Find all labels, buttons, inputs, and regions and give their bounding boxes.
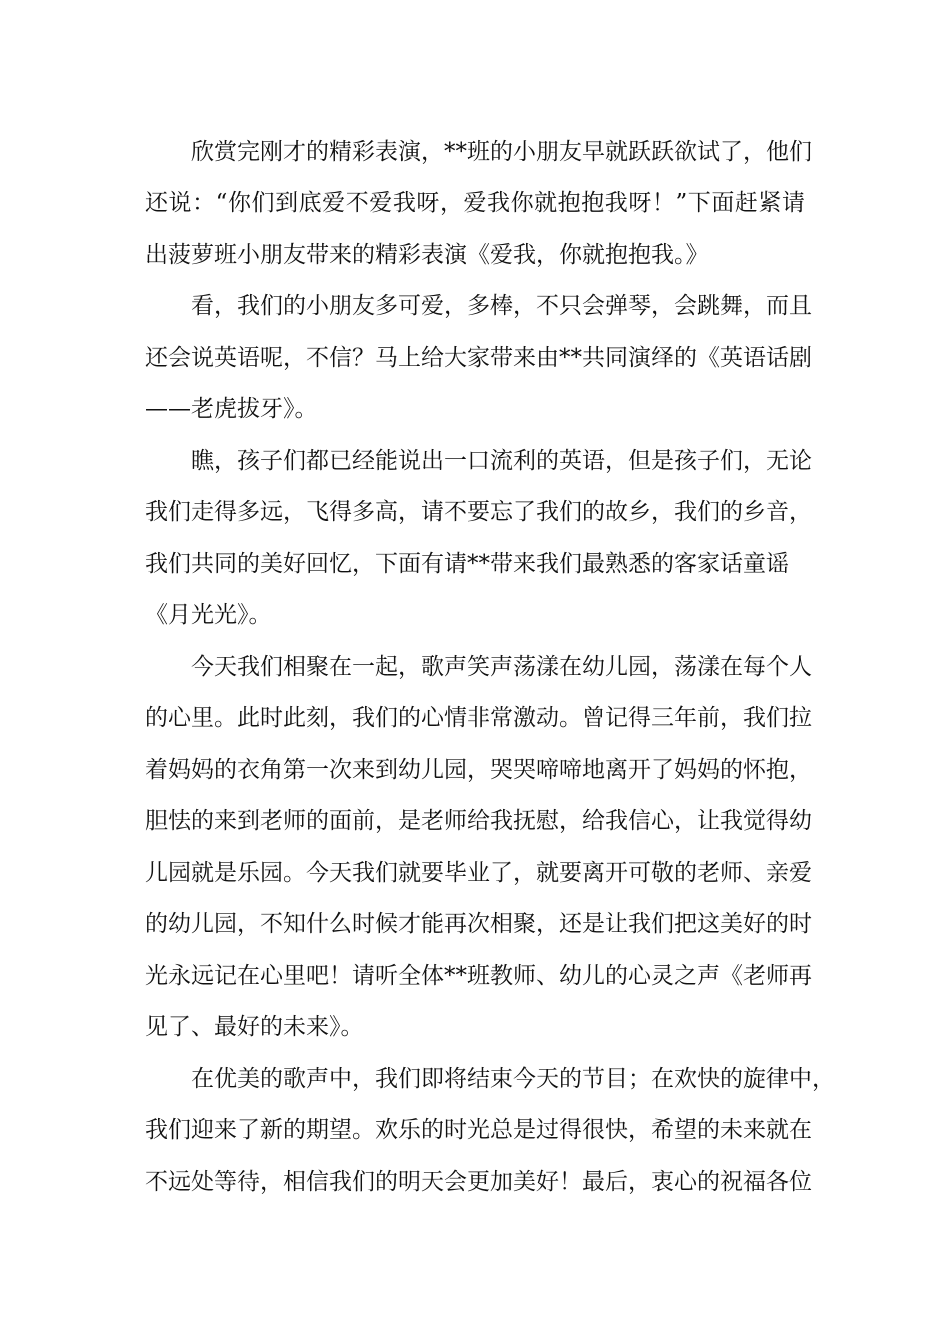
paragraph-1-line-2: 还说：“你们到底爱不爱我呀，爱我你就抱抱我呀！”下面赶紧请 [145, 190, 805, 216]
paragraph-5-line-1: 在优美的歌声中，我们即将结束今天的节目；在欢快的旋律中， [191, 1066, 835, 1092]
paragraph-4-line-8: 见了、最好的未来》。 [145, 1014, 364, 1040]
paragraph-3-line-3: 我们共同的美好回忆，下面有请**带来我们最熟悉的客家话童谣 [145, 551, 789, 577]
paragraph-3-line-1: 瞧，孩子们都已经能说出一口流利的英语，但是孩子们，无论 [191, 448, 812, 474]
paragraph-2-line-1: 看，我们的小朋友多可爱，多棒，不只会弹琴，会跳舞，而且 [191, 293, 812, 319]
paragraph-1-line-1: 欣赏完刚才的精彩表演，**班的小朋友早就跃跃欲试了，他们 [191, 139, 812, 165]
paragraph-5-line-3: 不远处等待，相信我们的明天会更加美好！最后，衷心的祝福各位 [145, 1169, 812, 1195]
paragraph-4-line-7: 光永远记在心里吧！请听全体**班教师、幼儿的心灵之声《老师再 [145, 963, 812, 989]
paragraph-5-line-2: 我们迎来了新的期望。欢乐的时光总是过得很快，希望的未来就在 [145, 1117, 812, 1143]
paragraph-2-line-3: ——老虎拔牙》。 [145, 396, 318, 422]
paragraph-3-line-2: 我们走得多远，飞得多高，请不要忘了我们的故乡，我们的乡音， [145, 499, 812, 525]
paragraph-4-line-4: 胆怯的来到老师的面前，是老师给我抚慰，给我信心，让我觉得幼 [145, 808, 812, 834]
paragraph-3-line-4: 《月光光》。 [145, 602, 272, 628]
paragraph-4-line-1: 今天我们相聚在一起，歌声笑声荡漾在幼儿园，荡漾在每个人 [191, 654, 812, 680]
paragraph-4-line-5: 儿园就是乐园。今天我们就要毕业了，就要离开可敬的老师、亲爱 [145, 860, 812, 886]
paragraph-1-line-3: 出菠萝班小朋友带来的精彩表演《爱我，你就抱抱我。》 [145, 242, 709, 268]
paragraph-4-line-3: 着妈妈的衣角第一次来到幼儿园，哭哭啼啼地离开了妈妈的怀抱， [145, 757, 812, 783]
paragraph-4-line-2: 的心里。此时此刻，我们的心情非常激动。曾记得三年前，我们拉 [145, 705, 812, 731]
paragraph-4-line-6: 的幼儿园，不知什么时候才能再次相聚，还是让我们把这美好的时 [145, 911, 812, 937]
paragraph-2-line-2: 还会说英语呢，不信？马上给大家带来由**共同演绎的《英语话剧 [145, 345, 812, 371]
